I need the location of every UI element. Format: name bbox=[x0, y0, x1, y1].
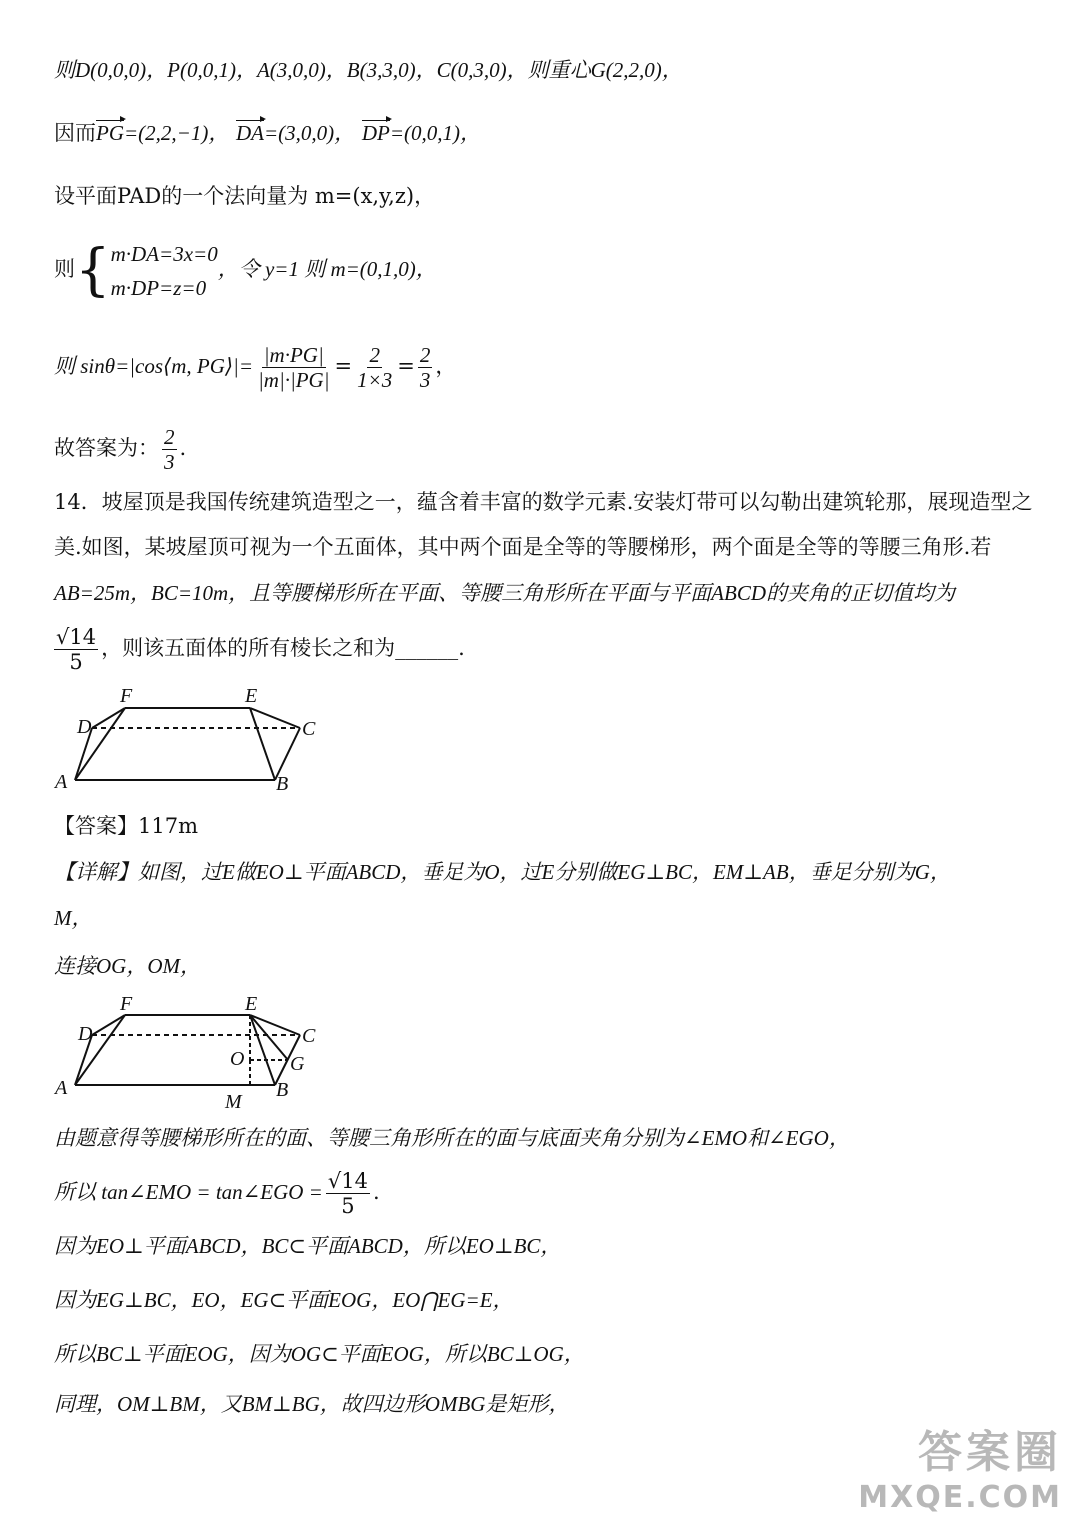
label-m: M bbox=[225, 1091, 242, 1113]
solution-line-system: 则{ m·DA=3x=0 m·DP=z=0 ，令 y=1 则 m=(0,1,0)， bbox=[54, 237, 437, 303]
tan-fraction: $\frac{√14}{5}$ bbox=[327, 1169, 368, 1218]
step-4: 因为EG⊥BC，EO，EG⊂平面EOG，EO⋂EG=E， bbox=[54, 1288, 514, 1312]
step-3: 因为EO⊥平面ABCD，BC⊂平面ABCD，所以EO⊥BC， bbox=[54, 1234, 562, 1258]
label-c: C bbox=[302, 718, 316, 740]
vector-pg: PG bbox=[96, 121, 124, 145]
roof-figure-1 bbox=[50, 680, 340, 800]
label-b: B bbox=[276, 773, 289, 795]
step-1: 由题意得等腰梯形所在的面、等腰三角形所在的面与底面夹角分别为∠EMO和∠EGO， bbox=[54, 1126, 850, 1150]
solution-line-answer: 故答案为： $\frac{2}{3}$ . bbox=[54, 425, 187, 474]
label-f-2: F bbox=[120, 993, 133, 1015]
solution-line-coordinates: 则D(0,0,0)，P(0,0,1)，A(3,0,0)，B(3,3,0)，C(0,3,0)，则重心G(2,2,0)， bbox=[54, 58, 683, 82]
label-f: F bbox=[120, 685, 133, 707]
watermark: 答案圈 MXQE.COM bbox=[858, 1427, 1062, 1515]
step-6: 同理，OM⊥BM，又BM⊥BG，故四边形OMBG是矩形， bbox=[54, 1392, 570, 1416]
label-e: E bbox=[245, 685, 258, 707]
fraction-2-over-3: $\frac{2}{3}$ bbox=[419, 343, 431, 392]
label-a-2: A bbox=[55, 1077, 68, 1099]
label-o: O bbox=[230, 1048, 245, 1070]
label-g: G bbox=[290, 1053, 305, 1075]
solution-line-vectors: 因而PG=(2,2,−1)， DA=(3,0,0)， DP=(0,0,1)， bbox=[54, 121, 482, 145]
answer-line: 【答案】117m bbox=[54, 814, 198, 838]
label-e-2: E bbox=[245, 993, 258, 1015]
label-a: A bbox=[55, 771, 68, 793]
answer-fraction: $\frac{2}{3}$ bbox=[164, 425, 175, 474]
roof-figure-2 bbox=[50, 990, 350, 1115]
label-d-2: D bbox=[78, 1023, 93, 1045]
question-14-line-3: AB=25m，BC=10m，且等腰梯形所在平面、等腰三角形所在平面与平面ABCD的夹角的正切值均为 bbox=[54, 581, 955, 605]
label-d: D bbox=[77, 716, 92, 738]
fraction-2-over-1x3: $\frac{2}{1\times 3}$ bbox=[357, 343, 393, 392]
detail-line-2: M， bbox=[54, 906, 93, 930]
question-14-line-2: 美.如图，某坡屋顶可视为一个五面体，其中两个面是全等的等腰梯形，两个面是全等的等腰三角形.若 bbox=[54, 535, 992, 559]
vector-da: DA bbox=[236, 121, 265, 145]
detail-line-3: 连接OG，OM， bbox=[54, 954, 201, 978]
fraction-dot-over-norms: $\frac{|m\cdot PG|}{|m|\cdot|PG|}$ bbox=[258, 343, 330, 392]
label-c-2: C bbox=[302, 1025, 316, 1047]
vector-dp: DP bbox=[361, 121, 390, 145]
solution-line-sine: 则 sinθ=|cos⟨m, PG⟩|= $\frac{|m\cdot PG|}{|m|\cdot|PG|}$ = $\frac{2}{1\times 3}$ = $\frac{2}{3}$ ， bbox=[54, 343, 457, 392]
equation-system: m·DA=3x=0 m·DP=z=0 bbox=[110, 241, 218, 300]
solution-line-normal-vector: 设平面PAD的一个法向量为 m=(x,y,z)， bbox=[54, 184, 436, 208]
question-14-line-1: 14．坡屋顶是我国传统建筑造型之一，蕴含着丰富的数学元素.安装灯带可以勾勒出建筑轮那，展现造型之 bbox=[54, 490, 1033, 514]
step-2: 所以 tan∠EMO = tan∠EGO = $\frac{√14}{5}$ . bbox=[54, 1169, 380, 1218]
detail-line-1: 【详解】如图，过E做EO⊥平面ABCD，垂足为O，过E分别做EG⊥BC，EM⊥AB，垂足分别为G， bbox=[54, 860, 951, 884]
question-14-line-4: $\frac{√14}{5}$ ，则该五面体的所有棱长之和为______. bbox=[56, 625, 465, 674]
tan-value-fraction: $\frac{√14}{5}$ bbox=[56, 625, 97, 674]
step-5: 所以BC⊥平面EOG，因为OG⊂平面EOG，所以BC⊥OG， bbox=[54, 1342, 585, 1366]
left-brace: { bbox=[75, 237, 111, 303]
label-b-2: B bbox=[276, 1079, 289, 1101]
